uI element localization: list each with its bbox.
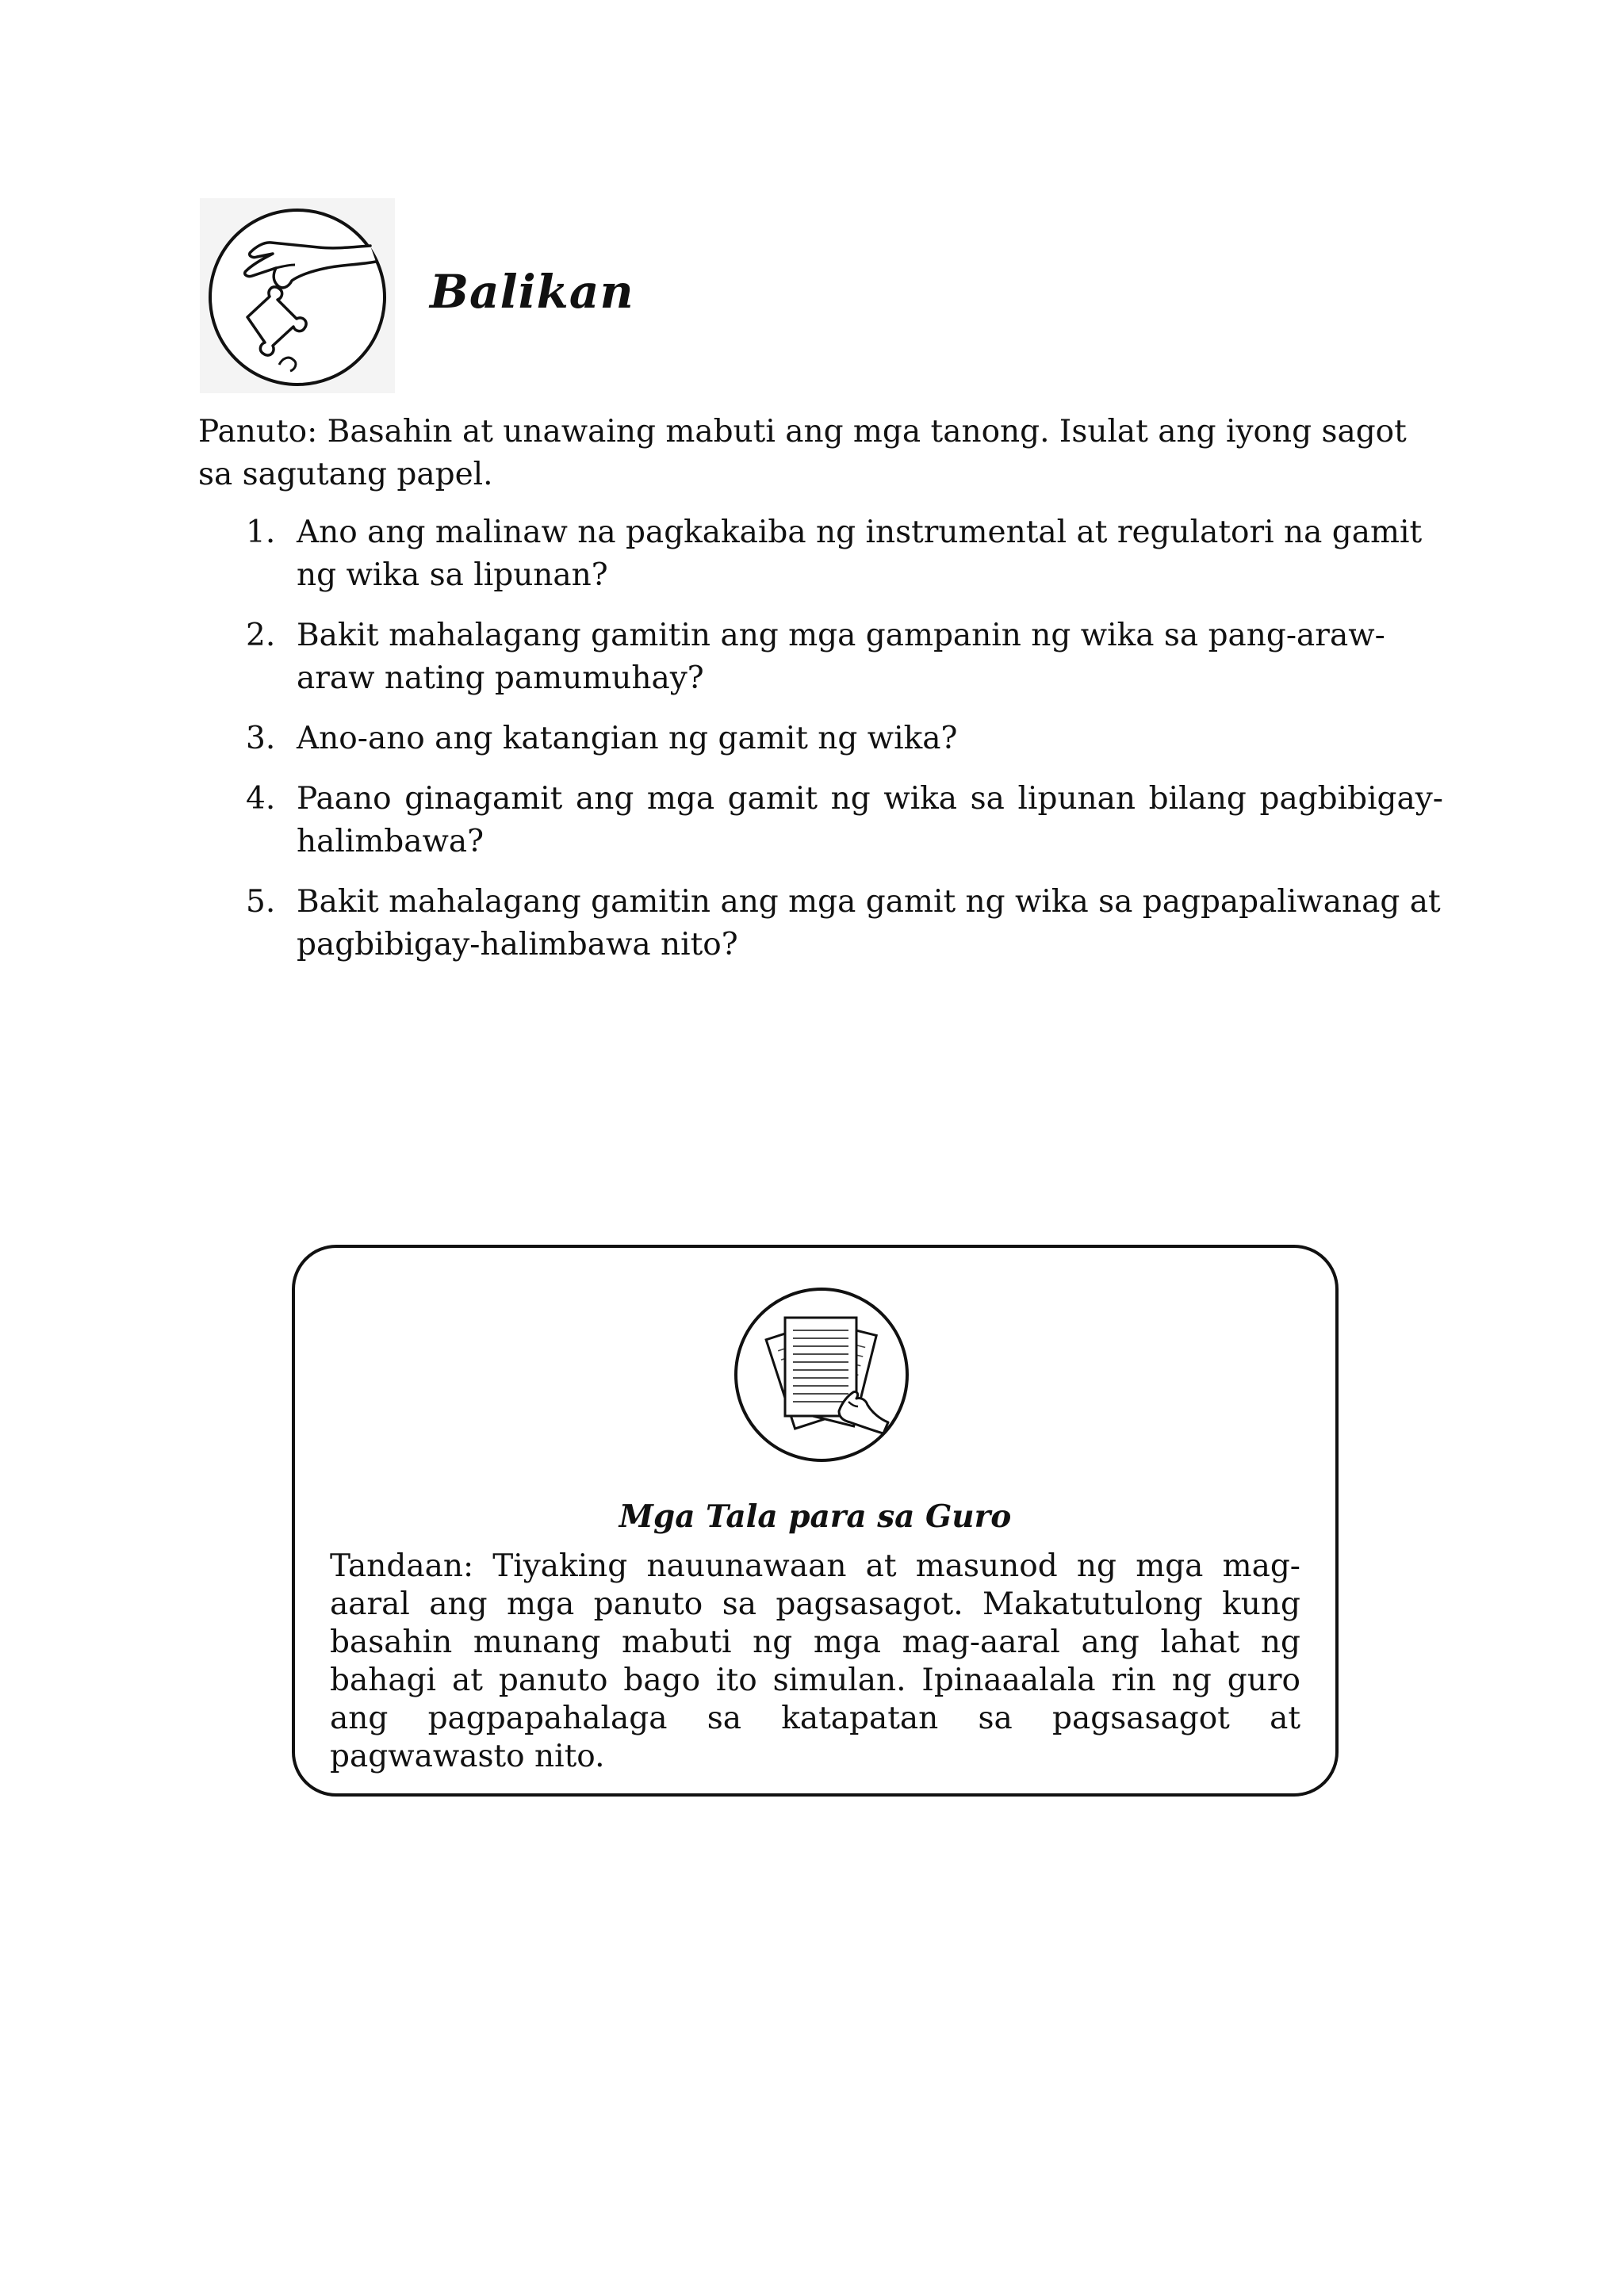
teacher-note-box — [292, 1245, 1339, 1797]
question-text: Ano ang malinaw na pagkakaiba ng instrumental at regulatori na gamit ng wika sa lipunan? — [297, 515, 1423, 593]
puzzle-hand-icon — [200, 198, 395, 393]
question-text: Bakit mahalagang gamitin ang mga gampanin ng wika sa pang-araw-araw nating pamumuhay? — [297, 618, 1385, 696]
teacher-note-body: Tandaan: Tiyaking nauunawaan at masunod ng mga mag-aaral ang mga panuto sa pagsasagot. Makatutulong kung basahin munang mabuti ng mga mag-aaral ang lahat ng bahagi at panuto bago ito simulan. Ipinaaalala rin ng guro ang pagpapahalaga sa katapatan sa pagsasagot at pagwawasto nito. — [330, 1548, 1300, 1774]
instructions-text: Panuto: Basahin at unawaing mabuti ang mga tanong. Isulat ang iyong sagot sa sagutang papel. — [198, 414, 1407, 492]
question-text: Bakit mahalagang gamitin ang mga gamit ng wika sa pagpapaliwanag at pagbibigay-halimbawa nito? — [297, 884, 1441, 962]
question-text: Ano-ano ang katangian ng gamit ng wika? — [297, 721, 958, 756]
section-title: Balikan — [430, 265, 634, 319]
question-number: 4. — [246, 781, 276, 817]
question-item — [238, 718, 1443, 760]
teacher-note-title: Mga Tala para sa Guro — [619, 1498, 1012, 1535]
question-number: 5. — [246, 884, 276, 920]
question-item — [238, 614, 1443, 700]
question-list — [238, 511, 1443, 984]
question-item — [238, 881, 1443, 966]
question-item — [238, 778, 1443, 863]
question-number: 1. — [246, 515, 276, 550]
question-number: 2. — [246, 618, 276, 653]
question-text: Paano ginagamit ang mga gamit ng wika sa lipunan bilang pagbibigay-halimbawa? — [297, 781, 1443, 859]
question-item — [238, 511, 1443, 597]
papers-hand-icon — [733, 1286, 910, 1464]
question-number: 3. — [246, 721, 276, 756]
